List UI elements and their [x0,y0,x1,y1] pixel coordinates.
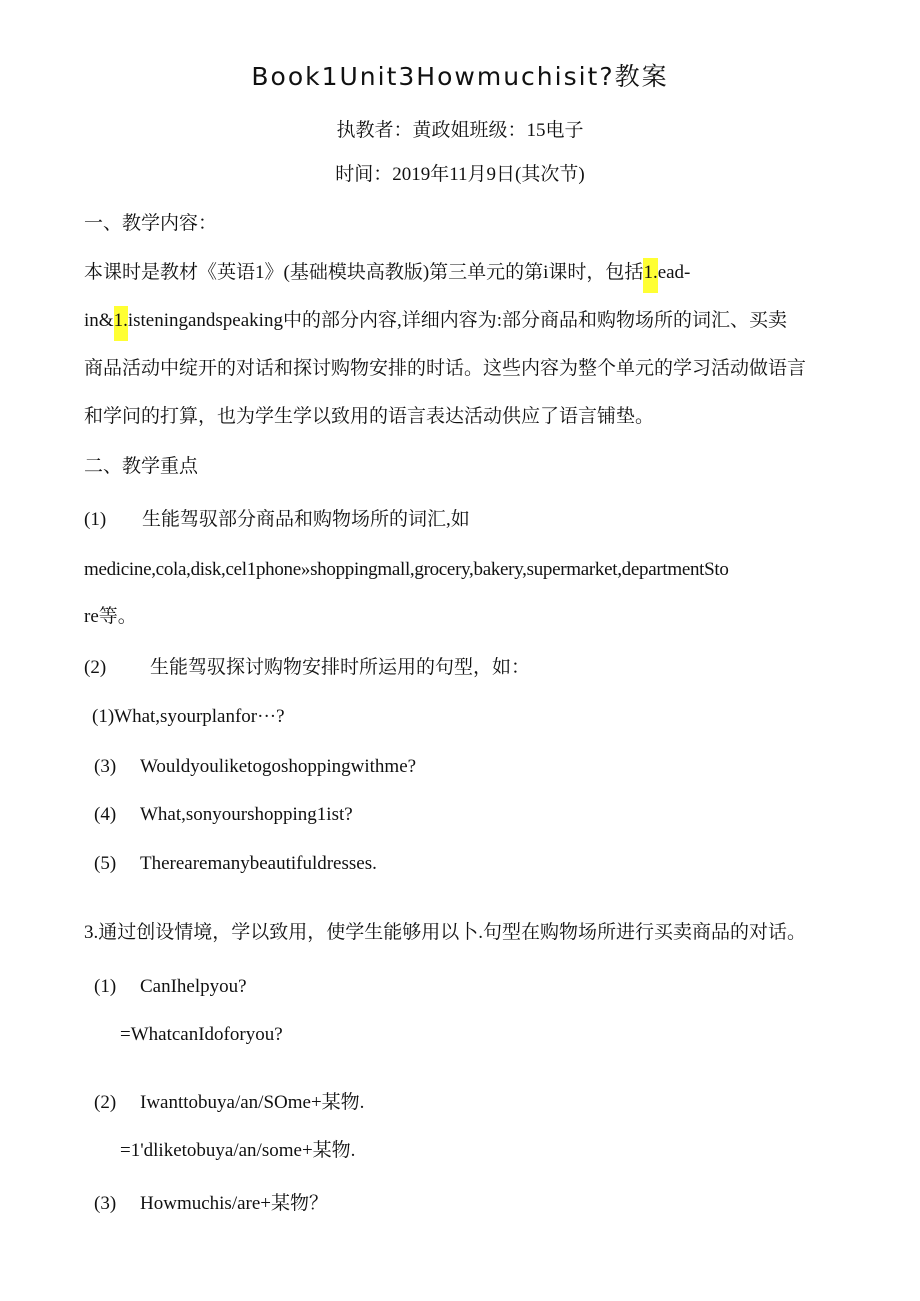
item-number: (2) [84,657,107,678]
sentence-text: Iwanttobuya/an/SOme+某物. [140,1092,365,1113]
paragraph-text: in& [84,310,114,331]
paragraph-line-4: 和学问的打算，也为学生学以致用的语言表达活动供应了语言铺垫。 [84,406,655,427]
section-heading-focus: 二、教学重点 [84,456,199,477]
paragraph-text: 本课时是教材《英语1》(基础模块高教版)第三单元的第i课时，包括 [84,262,644,283]
focus-item-1 [84,507,470,533]
item-number: (3) [94,756,117,777]
sentence-3 [94,754,416,780]
sentence-4 [94,802,353,828]
sentence-text: What,sonyourshopping1ist? [140,804,353,825]
item-number: (1) [84,509,107,530]
focus-item-3: 3.通过创设情境，学以致用，使学生能够用以卜.句型在购物场所进行买卖商品的对话。 [84,922,807,943]
item-text: 生能驾驭部分商品和购物场所的词汇,如 [142,509,470,530]
vocab-line-2: re等。 [84,606,137,627]
paragraph-text: ead- [657,262,691,283]
sentence-text: Howmuchis/are+某物？ [140,1193,329,1214]
teacher-line: 执教者：黄政姐班级：15电子 [336,120,584,141]
section-heading-content: 一、教学内容： [84,213,218,234]
focus-item-2 [84,655,530,681]
sentence-1: (1)What,syourplanfor···? [92,706,285,727]
time-line: 时间：2019年11月9日(其次节) [335,164,585,185]
item-number: (4) [94,804,117,825]
highlight-mark: 1. [643,258,657,293]
document-title: Book1Unit3Howmuchisit?教案 [251,62,669,91]
highlight-mark: 1. [114,306,128,341]
dialog-alternative-2: =1'dliketobuya/an/some+某物. [120,1140,356,1161]
paragraph-line-1 [84,260,690,286]
dialog-sentence-1 [94,974,247,1000]
item-text: 生能驾驭探讨购物安排时所运用的句型，如： [150,657,531,678]
item-number: (1) [94,976,117,997]
dialog-sentence-2 [94,1090,364,1116]
paragraph-line-3: 商品活动中绽开的对话和探讨购物安排的时话。这些内容为整个单元的学习活动做语言 [84,358,807,379]
paragraph-text: isteningandspeaking中的部分内容,详细内容为:部分商品和购物场所的词汇、买卖 [127,310,787,331]
sentence-text: CanIhelpyou? [140,976,247,997]
item-number: (2) [94,1092,117,1113]
sentence-text: Therearemanybeautifuldresses. [140,853,377,874]
dialog-sentence-3 [94,1191,328,1217]
dialog-alternative-1: =WhatcanIdoforyou? [120,1024,283,1045]
item-number: (5) [94,853,117,874]
sentence-5 [94,851,377,877]
item-number: (3) [94,1193,117,1214]
paragraph-line-2 [84,308,787,334]
vocab-line-1: medicine,cola,disk,cel1phone»shoppingmall,grocery,bakery,supermarket,departmentSto [84,559,729,580]
sentence-text: Wouldyouliketogoshoppingwithme? [140,756,417,777]
